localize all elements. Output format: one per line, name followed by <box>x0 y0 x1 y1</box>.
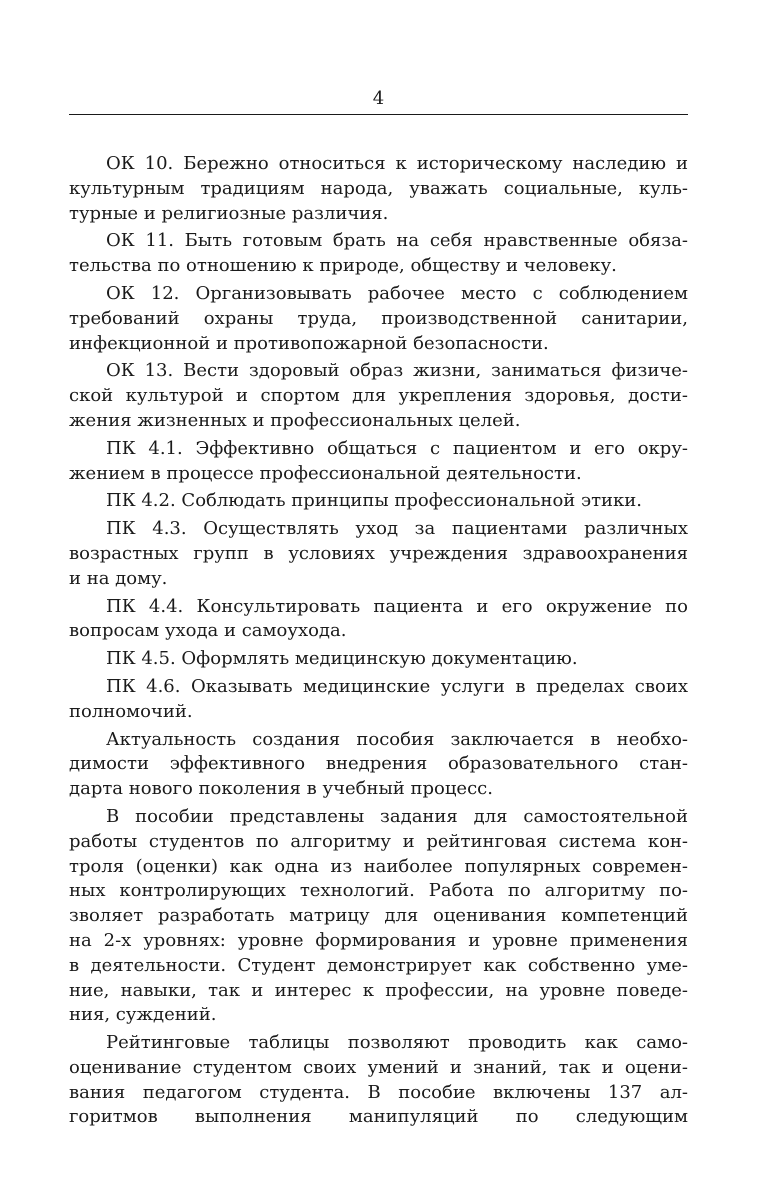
paragraph <box>69 595 688 645</box>
text-line: ОК 13. Вести здоровый образ жизни, заниматься физиче- <box>106 360 688 382</box>
text-line: ПК 4.3. Осуществлять уход за пациентами различных <box>106 518 688 540</box>
text-line: дарта нового поколения в учебный процесс. <box>69 778 493 800</box>
text-line: полномочий. <box>69 700 193 722</box>
text-line: ской культурой и спортом для укрепления здоровья, дости- <box>69 385 688 407</box>
page-number: 4 <box>372 88 385 109</box>
text-line: культурным традициям народа, уважать социальные, куль- <box>69 177 688 199</box>
text-line: инфекционной и противопожарной безопасности. <box>69 332 549 354</box>
text-line: В пособии представлены задания для самостоятельной <box>106 805 688 827</box>
text-line: ния, суждений. <box>69 1004 217 1026</box>
text-line: димости эффективного внедрения образовательного стан- <box>69 753 688 775</box>
paragraph <box>69 805 688 1028</box>
text-line: жения жизненных и профессиональных целей. <box>69 409 521 431</box>
text-line: зволяет разработать матрицу для оценивания компетенций <box>69 905 688 927</box>
paragraph <box>69 359 688 433</box>
text-line: ПК 4.6. Оказывать медицинские услуги в пределах своих <box>106 675 688 697</box>
header-rule <box>69 114 688 115</box>
paragraph <box>69 728 688 802</box>
text-line: требований охраны труда, производственной санитарии, <box>69 307 688 329</box>
text-line: ПК 4.4. Консультировать пациента и его окружение по <box>106 595 688 617</box>
paragraph <box>69 437 688 487</box>
text-line: в деятельности. Студент демонстрирует как собственно уме- <box>69 954 688 976</box>
text-line: троля (оценки) как одна из наиболее популярных современ- <box>69 855 688 877</box>
paragraph <box>69 152 688 226</box>
paragraph <box>69 229 688 279</box>
text-line: ПК 4.5. Оформлять медицинскую документацию. <box>106 648 578 670</box>
text-line: вания педагогом студента. В пособие включены 137 ал- <box>69 1081 688 1103</box>
text-line: на 2-х уровнях: уровне формирования и уровне применения <box>69 929 688 951</box>
text-line: ных контролирующих технологий. Работа по алгоритму по- <box>69 880 688 902</box>
text-line: тельства по отношению к природе, обществу и человеку. <box>69 255 617 277</box>
text-line: Актуальность создания пособия заключается в необхо- <box>106 728 688 750</box>
page-body <box>69 152 688 1133</box>
text-line: оценивание студентом своих умений и знаний, так и оцени- <box>69 1056 688 1078</box>
paragraph <box>69 675 688 725</box>
paragraph <box>69 1031 688 1130</box>
text-line: ОК 10. Бережно относиться к историческому наследию и <box>106 153 688 174</box>
paragraph <box>69 647 688 672</box>
text-line: работы студентов по алгоритму и рейтинговая система кон- <box>69 830 688 852</box>
text-line: ПК 4.1. Эффективно общаться с пациентом и его окру- <box>106 437 688 459</box>
text-line: ние, навыки, так и интерес к профессии, на уровне поведе- <box>69 979 688 1001</box>
paragraph <box>69 489 688 514</box>
paragraph <box>69 517 688 591</box>
text-line: Рейтинговые таблицы позволяют проводить как само- <box>106 1032 688 1054</box>
text-line: ОК 11. Быть готовым брать на себя нравственные обяза- <box>106 230 688 252</box>
text-line: ОК 12. Организовывать рабочее место с соблюдением <box>106 282 688 304</box>
text-line: турные и религиозные различия. <box>69 202 389 224</box>
paragraph <box>69 282 688 356</box>
text-line: жением в процессе профессиональной деятельности. <box>69 462 582 484</box>
text-line: возрастных групп в условиях учреждения здравоохранения <box>69 542 688 564</box>
text-line: и на дому. <box>69 567 168 589</box>
text-line: горитмов выполнения манипуляций по следующим <box>69 1106 688 1128</box>
text-line: ПК 4.2. Соблюдать принципы профессиональной этики. <box>106 490 643 512</box>
text-line: вопросам ухода и самоухода. <box>69 620 347 642</box>
